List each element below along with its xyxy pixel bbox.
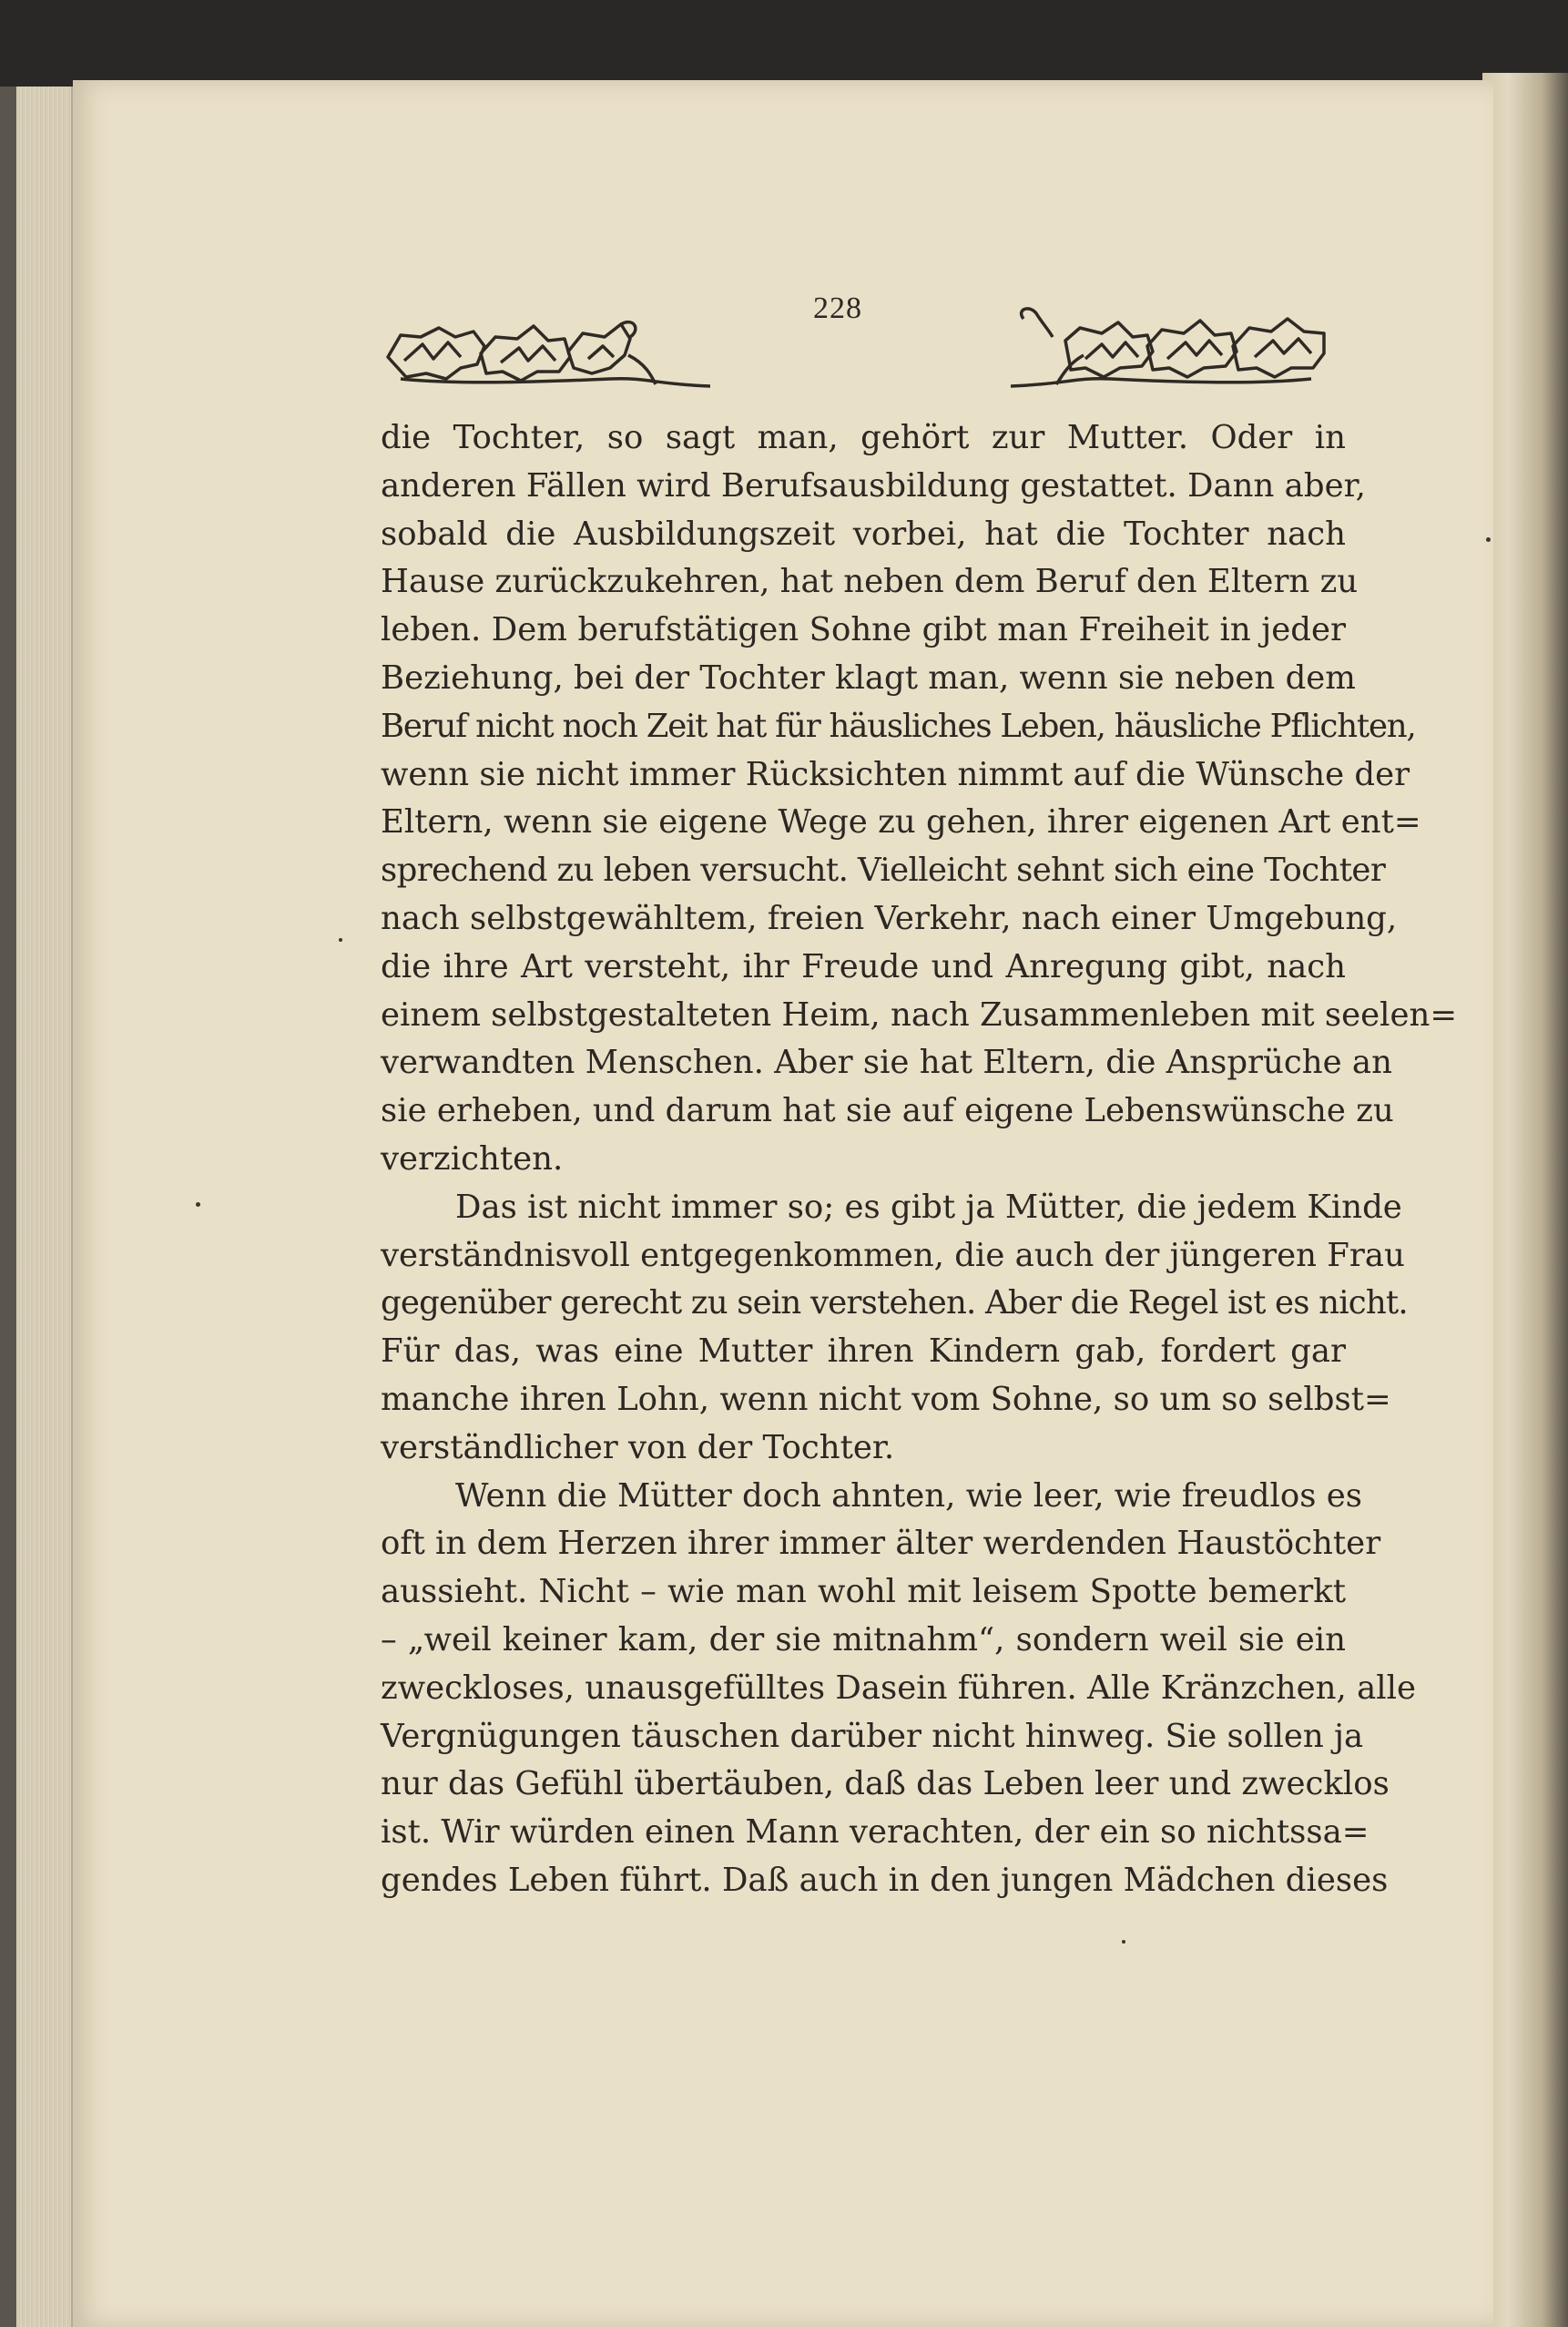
text-line: oft in dem Herzen ihrer immer älter werdenden Haustöchter bbox=[381, 1525, 1381, 1563]
text-line: Beruf nicht noch Zeit hat für häusliches Leben, häusliche Pflichten, bbox=[381, 707, 1416, 745]
text-line: verwandten Menschen. Aber sie hat Eltern, die Ansprüche an bbox=[381, 1044, 1392, 1082]
paragraph bbox=[381, 1473, 1416, 1905]
text-line: wenn sie nicht immer Rücksichten nimmt auf die Wünsche der bbox=[381, 755, 1410, 793]
paragraph bbox=[381, 1184, 1408, 1473]
page-number: 228 bbox=[813, 291, 862, 325]
text-line: zweckloses, unausgefülltes Dasein führen. Alle Kränzchen, alle bbox=[381, 1669, 1416, 1707]
text-line: sie erheben, und darum hat sie auf eigene Lebenswünsche zu bbox=[381, 1092, 1394, 1130]
text-line: ist. Wir würden einen Mann verachten, der ein so nichtssa= bbox=[381, 1813, 1369, 1852]
book-spine-edge bbox=[0, 87, 16, 2327]
text-line: aussieht. Nicht – wie man wohl mit leisem Spotte bemerkt bbox=[381, 1573, 1346, 1611]
text-line: – „weil keiner kam, der sie mitnahm“, sondern weil sie ein bbox=[381, 1620, 1346, 1658]
text-line: sobald die Ausbildungszeit vorbei, hat die Tochter nach bbox=[381, 515, 1346, 553]
text-line: manche ihren Lohn, wenn nicht vom Sohne, so um so selbst= bbox=[381, 1380, 1391, 1418]
paper-speck bbox=[339, 938, 342, 942]
paper-speck bbox=[1486, 537, 1491, 542]
ivy-ornament-left-icon bbox=[382, 301, 710, 392]
text-line: verständlicher von der Tochter. bbox=[381, 1428, 895, 1466]
text-line: die Tochter, so sagt man, gehört zur Mutter. Oder in bbox=[381, 419, 1346, 456]
text-line: sprechend zu leben versucht. Vielleicht sehnt sich eine Tochter bbox=[381, 852, 1386, 890]
ivy-ornament-right-icon bbox=[1011, 301, 1329, 392]
text-line: Eltern, wenn sie eigene Wege zu gehen, ihrer eigenen Art ent= bbox=[381, 803, 1421, 842]
page-fold-right bbox=[1482, 73, 1568, 2327]
text-line: anderen Fällen wird Berufsausbildung gestattet. Dann aber, bbox=[381, 466, 1366, 505]
text-line: Vergnügungen täuschen darüber nicht hinweg. Sie sollen ja bbox=[381, 1717, 1364, 1755]
book-cover-top bbox=[0, 0, 1568, 87]
text-line: verzichten. bbox=[381, 1139, 564, 1178]
text-line: Das ist nicht immer so; es gibt ja Mütter, die jedem Kinde bbox=[455, 1188, 1402, 1226]
body-text bbox=[381, 414, 1458, 1905]
text-line: Beziehung, bei der Tochter klagt man, wenn sie neben dem bbox=[381, 658, 1356, 697]
text-line: Wenn die Mütter doch ahnten, wie leer, wie freudlos es bbox=[455, 1476, 1362, 1515]
text-line: gendes Leben führt. Daß auch in den jungen Mädchen dieses bbox=[381, 1861, 1389, 1899]
text-line: gegenüber gerecht zu sein verstehen. Aber die Regel ist es nicht. bbox=[381, 1284, 1408, 1322]
text-line: leben. Dem berufstätigen Sohne gibt man Freiheit in jeder bbox=[381, 611, 1346, 649]
text-line: einem selbstgestalteten Heim, nach Zusammenleben mit seelen= bbox=[381, 995, 1458, 1034]
text-line: nur das Gefühl übertäuben, daß das Leben leer und zwecklos bbox=[381, 1765, 1390, 1803]
text-line: Für das, was eine Mutter ihren Kindern gab, fordert gar bbox=[381, 1332, 1346, 1371]
text-line: die ihre Art versteht, ihr Freude und Anregung gibt, nach bbox=[381, 947, 1346, 985]
text-line: Hause zurückzukehren, hat neben dem Beruf den Eltern zu bbox=[381, 563, 1359, 601]
paragraph bbox=[381, 414, 1458, 1184]
paper-speck bbox=[196, 1202, 200, 1207]
text-line: nach selbstgewähltem, freien Verkehr, nach einer Umgebung, bbox=[381, 899, 1398, 937]
paper-speck bbox=[1122, 1940, 1125, 1944]
text-line: verständnisvoll entgegenkommen, die auch der jüngeren Frau bbox=[381, 1236, 1405, 1274]
page-header bbox=[382, 282, 1311, 401]
